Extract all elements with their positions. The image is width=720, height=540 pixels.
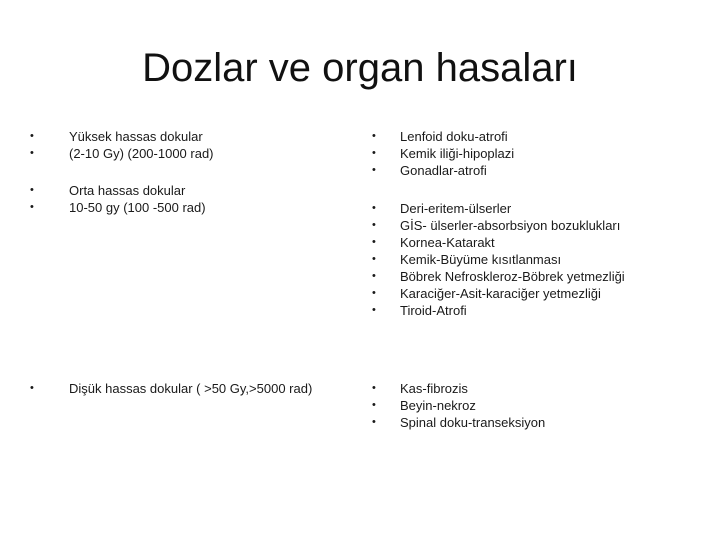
right-group3-item: Beyin-nekroz	[400, 398, 476, 413]
bullet-icon: •	[372, 399, 376, 411]
bullet-icon: •	[30, 382, 34, 394]
right-group2-item: Tiroid-Atrofi	[400, 303, 467, 318]
right-group2-item: Böbrek Nefroskleroz-Böbrek yetmezliği	[400, 269, 625, 284]
bullet-icon: •	[30, 130, 34, 142]
left-group3-item: Dişük hassas dokular ( >50 Gy,>5000 rad)	[69, 381, 313, 396]
slide-title: Dozlar ve organ hasaları	[142, 46, 578, 90]
right-group3-item: Kas-fibrozis	[400, 381, 468, 396]
right-group1-item: Kemik iliği-hipoplazi	[400, 146, 515, 161]
bullet-icon: •	[372, 287, 376, 299]
bullet-icon: •	[30, 147, 34, 159]
right-group2-item: Deri-eritem-ülserler	[400, 201, 512, 216]
left-group1-item: Yüksek hassas dokular	[69, 129, 203, 144]
bullet-icon: •	[372, 304, 376, 316]
bullet-icon: •	[372, 253, 376, 265]
bullet-icon: •	[372, 270, 376, 282]
left-group1-item: (2-10 Gy) (200-1000 rad)	[69, 146, 214, 161]
right-group2-item: GİS- ülserler-absorbsiyon bozuklukları	[400, 218, 621, 233]
right-group2-item: Kemik-Büyüme kısıtlanması	[400, 252, 562, 267]
left-group2-item: 10-50 gy (100 -500 rad)	[69, 200, 206, 215]
right-group1-item: Gonadlar-atrofi	[400, 163, 487, 178]
bullet-icon: •	[372, 219, 376, 231]
right-group2-item: Karaciğer-Asit-karaciğer yetmezliği	[400, 286, 601, 301]
bullet-icon: •	[372, 202, 376, 214]
right-group1-item: Lenfoid doku-atrofi	[400, 129, 508, 144]
bullet-icon: •	[372, 164, 376, 176]
bullet-icon: •	[372, 416, 376, 428]
bullet-icon: •	[372, 147, 376, 159]
right-group2-item: Kornea-Katarakt	[400, 235, 495, 250]
bullet-icon: •	[372, 382, 376, 394]
left-group2-item: Orta hassas dokular	[69, 183, 186, 198]
bullet-icon: •	[372, 236, 376, 248]
bullet-icon: •	[30, 184, 34, 196]
bullet-icon: •	[372, 130, 376, 142]
bullet-icon: •	[30, 201, 34, 213]
right-group3-item: Spinal doku-transeksiyon	[400, 415, 546, 430]
